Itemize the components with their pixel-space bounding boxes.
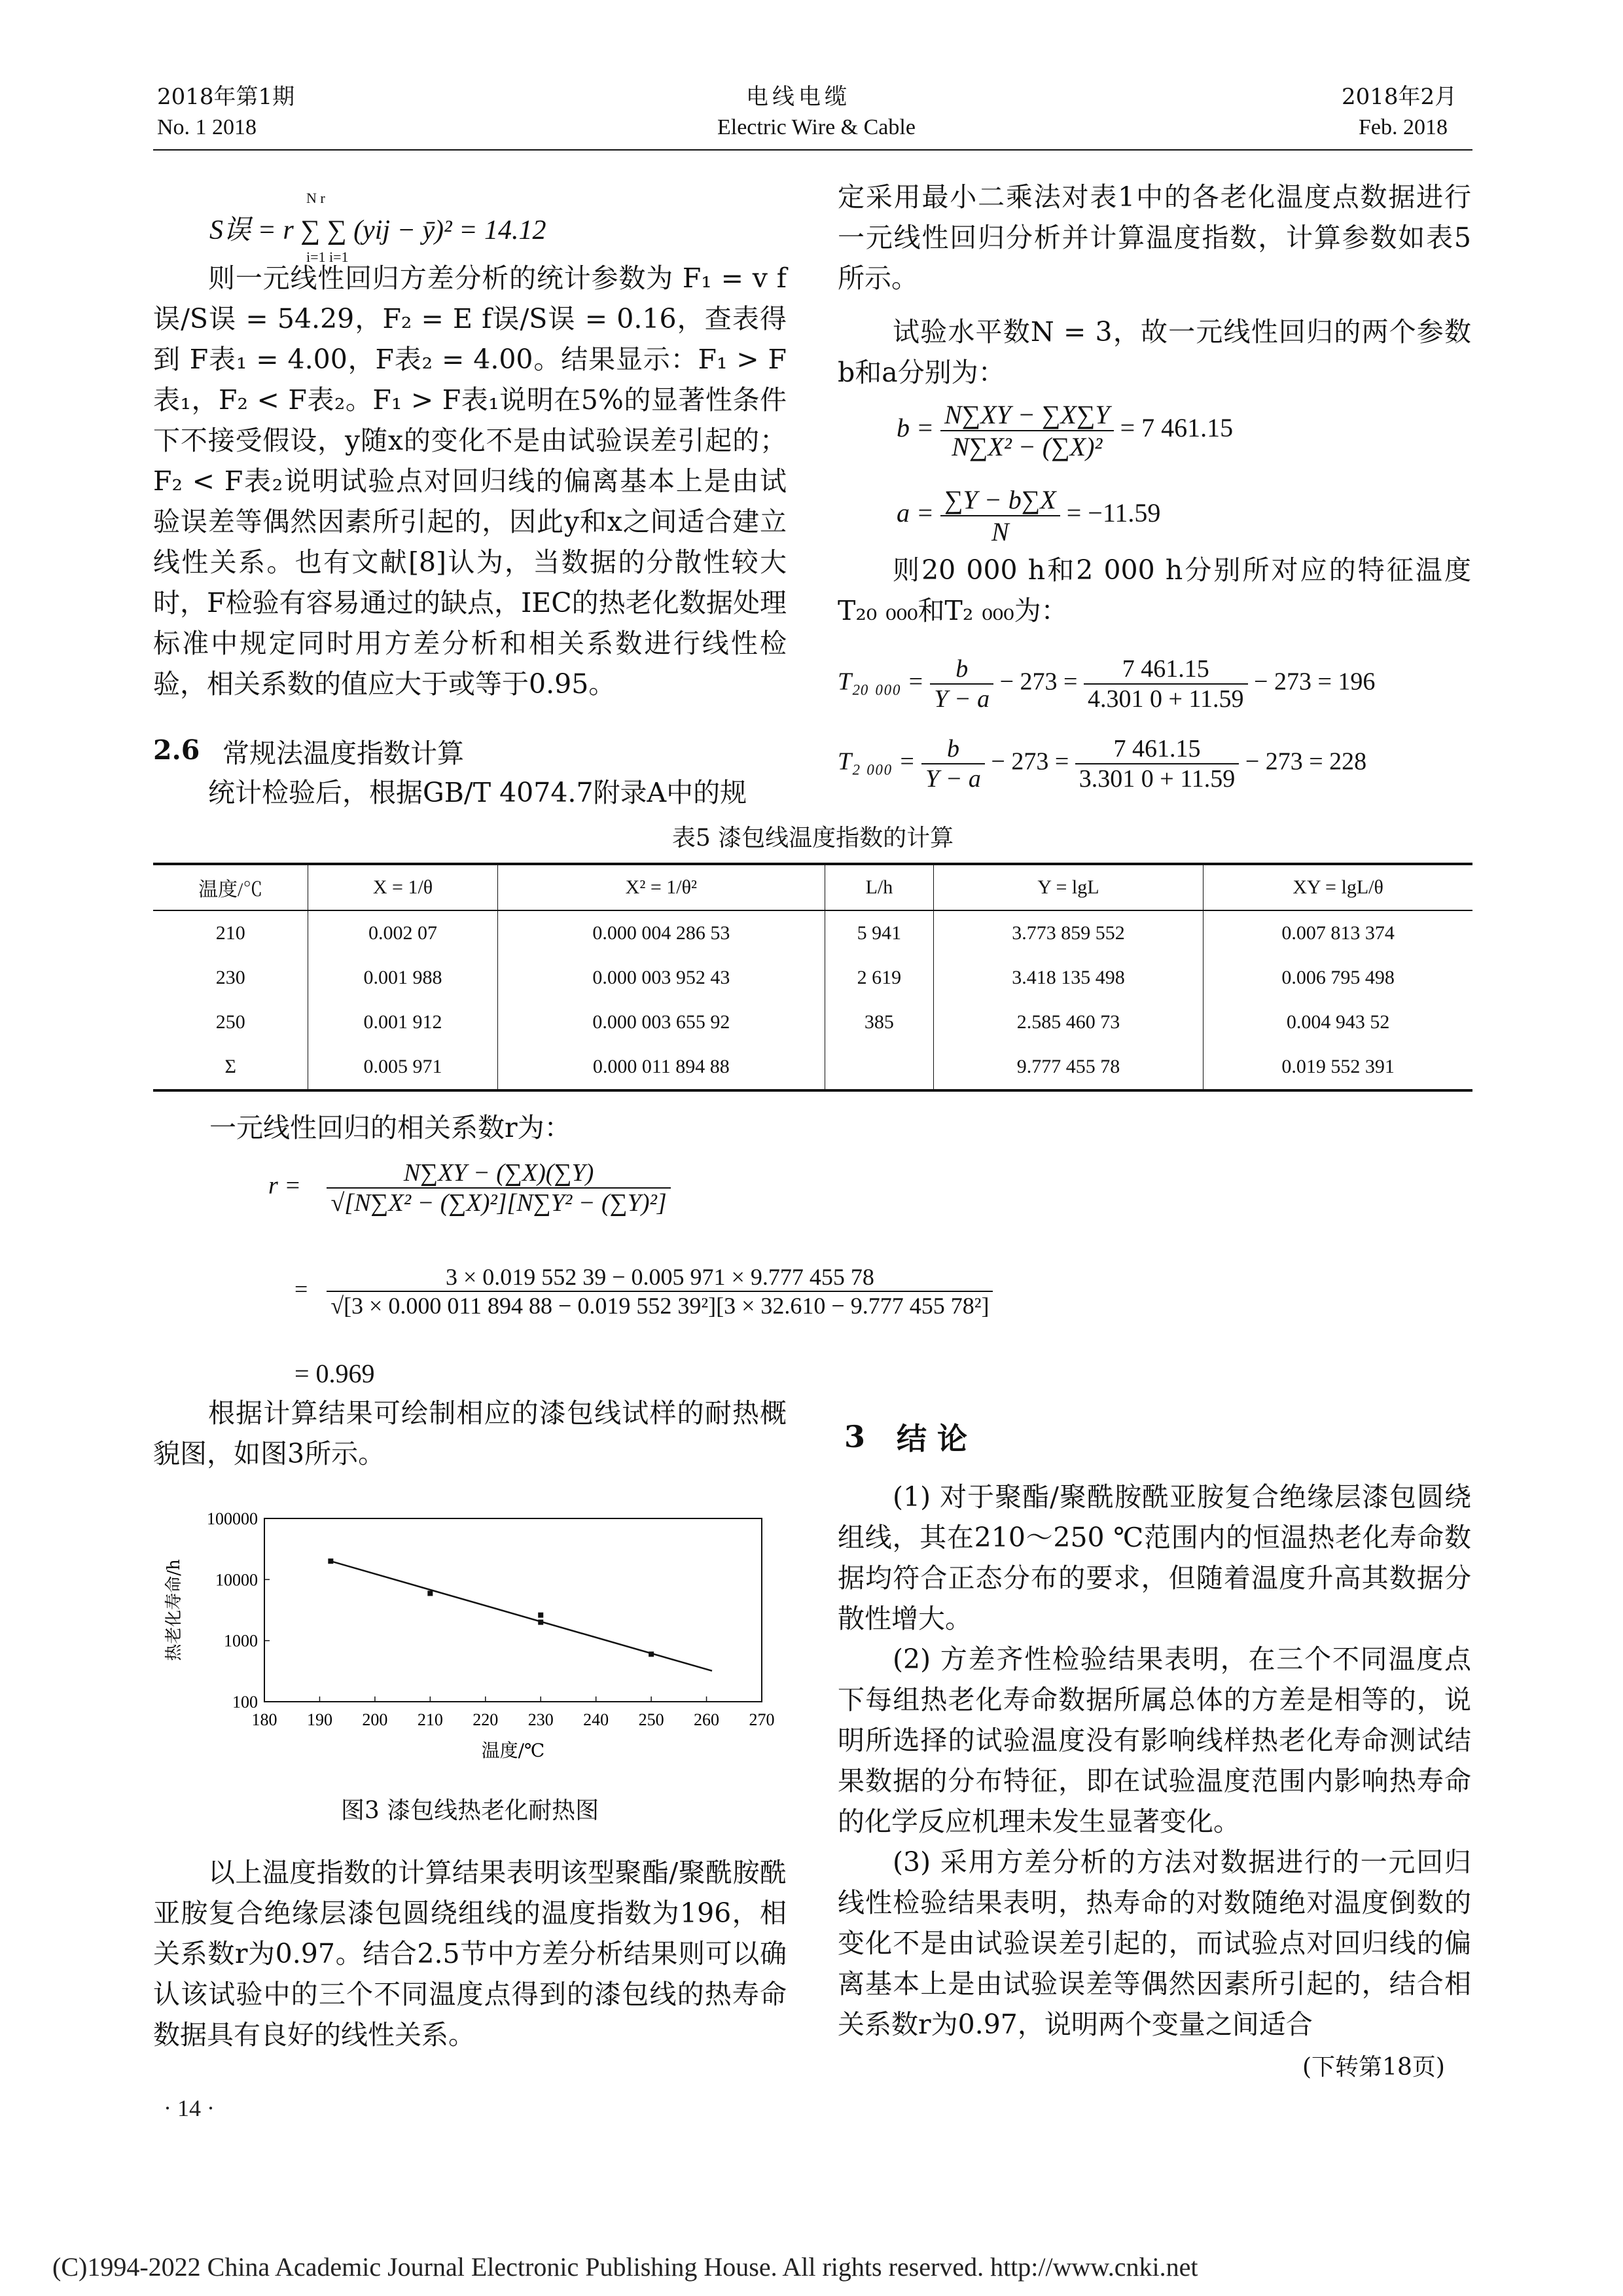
conclusion-item-3: (3) 采用方差分析的方法对数据进行的一元回归线性检验结果表明，热寿命的对数随绝对温度倒数的变化不是由试验误差引起的，而试验点对回归线的偏离基本上是由试验误差等偶然因素所引起的，结合相关系数r为0.97，说明两个变量之间适合 [838,1846,1471,2040]
journal-title-en: Electric Wire & Cable [717,115,916,139]
eq-a-lhs: a = [897,498,934,528]
regression-line [330,1561,712,1671]
eq-r [268,1158,671,1217]
y-tick-label: 1000 [224,1631,258,1651]
eq-t2000-frac2-den: 3.301 0 + 11.59 [1079,765,1236,793]
eq-t2000-mid: − 273 = [991,747,1069,776]
eq-t20000-lhs: T₂₀ ₀₀₀ = [838,668,924,696]
x-tick-label: 210 [417,1710,443,1729]
table-5 [153,863,1472,1092]
f-test-paragraph: 则一元线性回归方差分析的统计参数为 F₁ = v f误/S误 = 54.29，F₂ = E f误/S误 = 0.16，查表得到 F表₁ = 4.00，F表₂ = 4.00。结果显示：F₁ > F表₁，F₂ < F表₂。F₁ > F表₁说明在5%的显著性条件下不接受假设，y随x的变化不是由试验误差引起的；F₂ < F表₂说明试验点对回归线的偏离基本上是由试验误差等偶然因素所引起的，因此y和x之间适合建立线性关系。也有文献[8]认为，当数据的分散性较大时，F检验有容易通过的缺点，IEC的热老化数据处理标准中规定同时用方差分析和相关系数进行线性检验，相关系数的值应大于或等于0.95。 [153,262,787,700]
header-issue-en: No. 1 2018 [157,115,257,139]
eq-t20000-frac2-num: 7 461.15 [1084,655,1248,685]
regression-params-paragraph: 试验水平数N = 3，故一元线性回归的两个参数b和a分别为： [838,316,1471,388]
eq-t2000-frac1-num: b [921,734,985,764]
eq-r-substituted [294,1263,993,1319]
eq-t2000-frac2-num: 7 461.15 [1075,734,1240,764]
x-tick-label: 200 [362,1710,388,1729]
eq-t20000-frac1-num: b [930,655,993,685]
table-cell: 3.418 135 498 [933,956,1203,1000]
x-axis-label: 温度/℃ [481,1740,545,1761]
table-cell: 210 [215,922,245,944]
table-cell: 3.773 859 552 [933,910,1203,956]
continued-note: (下转第18页) [1302,2054,1445,2081]
eq-r-lhs: r = [268,1172,301,1200]
table-cell: 0.000 011 894 88 [497,1045,825,1090]
table-cell: 0.001 988 [308,956,497,1000]
data-point [649,1651,654,1657]
y-axis-label: 热老化寿命/h [164,1559,184,1661]
table-cell: 230 [215,967,245,988]
y-tick-label: 10000 [215,1570,258,1590]
eq-b-value: = 7 461.15 [1120,413,1234,443]
section-3-title: 结 论 [897,1421,968,1456]
table-header-cell: 温度/℃ [153,864,308,910]
table-cell: 0.006 795 498 [1204,956,1472,1000]
eq-t20000-value: − 273 = 196 [1254,668,1376,696]
eq-a [897,484,1160,547]
eq-a-numerator: ∑Y − b∑X [940,484,1060,516]
table-cell: 0.000 003 655 92 [497,1000,825,1045]
data-point [538,1620,543,1625]
table-row [153,956,1472,1000]
figure-3-caption: 图3 漆包线热老化耐热图 [340,1797,599,1824]
table-cell: 5 941 [825,910,934,956]
y-tick-label: 100 [232,1693,258,1712]
eq-a-value: = −11.59 [1066,498,1161,528]
eq-t20000 [838,655,1375,713]
table-cell: 2 619 [825,956,934,1000]
section-2-6-title: 常规法温度指数计算 [223,738,464,769]
eq-a-denominator: N [991,517,1009,547]
eq-r2-denominator: √[3 × 0.000 011 894 88 − 0.019 552 39²][3 × 32.610 − 9.777 455 78²] [330,1293,990,1319]
plot-frame [264,1518,762,1702]
eq-r2-numerator: 3 × 0.019 552 39 − 0.005 971 × 9.777 455 78 [327,1263,993,1292]
conclusion-item-2: (2) 方差齐性检验结果表明，在三个不同温度点下每组热老化寿命数据所属总体的方差是相等的，说明所选择的试验温度没有影响线样热老化寿命测试结果数据的分布特征，即在试验温度范围内影响热寿命的化学反应机理未发生显著变化。 [838,1643,1471,1837]
table-cell: 0.002 07 [308,910,497,956]
table-row-sum [153,1045,1472,1090]
table-header-cell: L/h [825,864,934,910]
table-5-caption: 表5 漆包线温度指数的计算 [671,825,954,852]
x-tick-label: 180 [251,1710,277,1729]
table-cell: 0.007 813 374 [1204,910,1472,956]
table-header-cell: X = 1/θ [308,864,497,910]
table-cell: 0.005 971 [308,1045,497,1090]
eq-t20000-frac2 [1084,655,1248,713]
x-tick-label: 220 [473,1710,499,1729]
eq-r-result: = 0.969 [294,1359,375,1388]
eq-a-fraction [940,484,1060,547]
eq-s-err-upper-limits: N r [306,190,325,206]
table-cell: 0.000 003 952 43 [497,956,825,1000]
copyright-footer: (C)1994-2022 China Academic Journal Electronic Publishing House. All rights reserved. http://www.cnki.net [52,2252,1198,2282]
stat-test-paragraph: 统计检验后，根据GB/T 4074.7附录A中的规 [208,777,747,808]
eq-t2000-frac1-den: Y − a [925,765,981,793]
table-row [153,1000,1472,1045]
eq-r2-fraction [327,1263,993,1319]
table-cell [825,1045,934,1090]
eq-t20000-frac1 [930,655,993,713]
eq-r-numerator: N∑XY − (∑X)(∑Y) [327,1158,670,1189]
fig-intro-paragraph: 根据计算结果可绘制相应的漆包线试样的耐热概貌图，如图3所示。 [153,1397,787,1469]
eq-t2000 [838,734,1366,793]
section-3-number: 3 [844,1419,866,1454]
eq-r-denominator: √[N∑X² − (∑X)²][N∑Y² − (∑Y)²] [330,1189,667,1217]
eq-t20000-frac2-den: 4.301 0 + 11.59 [1088,685,1244,713]
eq-t2000-value: − 273 = 228 [1245,747,1367,776]
x-tick-label: 250 [638,1710,664,1729]
section-2-6-number: 2.6 [153,734,200,766]
table-cell: 250 [215,1011,245,1033]
x-tick-label: 230 [527,1710,554,1729]
header-issue: 2018年第1期 [157,84,295,110]
table-cell: 385 [825,1000,934,1045]
corr-intro: 一元线性回归的相关系数r为： [209,1112,571,1143]
table-row [153,910,1472,956]
table-cell: 0.019 552 391 [1204,1045,1472,1090]
table-header-cell: XY = lgL/θ [1204,864,1472,910]
conclusion-item-1: (1) 对于聚酯/聚酰胺酰亚胺复合绝缘层漆包圆绕组线，其在210～250 ℃范围内的恒温热老化寿命数据均符合正态分布的要求，但随着温度升高其数据分散性增大。 [838,1481,1471,1634]
data-point [427,1590,433,1596]
eq-t20000-mid: − 273 = [999,668,1078,696]
y-tick-label: 100000 [207,1509,258,1528]
journal-title: 电线电缆 [746,84,851,110]
eq-t20000-frac1-den: Y − a [934,685,990,713]
x-tick-label: 270 [749,1710,775,1729]
least-squares-paragraph: 定采用最小二乘法对表1中的各老化温度点数据进行一元线性回归分析并计算温度指数，计算参数如表5所示。 [838,181,1471,294]
table-cell: 0.004 943 52 [1204,1000,1472,1045]
x-tick-label: 240 [583,1710,609,1729]
table-cell: 0.001 912 [308,1000,497,1045]
eq-t2000-frac1 [921,734,985,793]
eq-t2000-frac2 [1075,734,1240,793]
header-date: 2018年2月 [1342,84,1457,110]
eq-r-fraction [327,1158,670,1217]
eq-b-numerator: N∑XY − ∑X∑Y [940,399,1114,431]
table-cell: Σ [153,1045,308,1090]
eq-r2-lhs: = [294,1276,308,1302]
table-cell: 2.585 460 73 [933,1000,1203,1045]
x-tick-label: 260 [694,1710,720,1729]
data-point [328,1558,333,1564]
eq-b-fraction [940,399,1114,462]
table-header-cell: X² = 1/θ² [497,864,825,910]
table-cell: 9.777 455 78 [933,1045,1203,1090]
header-rule [153,149,1472,151]
eq-b-lhs: b = [897,413,934,443]
table-header-cell: Y = lgL [933,864,1203,910]
eq-s-err: S误 = r ∑ ∑ (yij − ȳ)² = 14.12 [209,215,546,245]
char-temp-paragraph: 则20 000 h和2 000 h分别所对应的特征温度T₂₀ ₀₀₀和T₂ ₀₀₀为： [838,554,1471,626]
eq-b [897,399,1233,462]
table-cell: 0.000 004 286 53 [497,910,825,956]
header-date-en: Feb. 2018 [1359,115,1448,139]
conclusion-temp-index-paragraph: 以上温度指数的计算结果表明该型聚酯/聚酰胺酰亚胺复合绝缘层漆包圆绕组线的温度指数为196，相关系数r为0.97。结合2.5节中方差分析结果则可以确认该试验中的三个不同温度点得到的漆包线的热寿命数据具有良好的线性关系。 [153,1857,787,2051]
x-tick-label: 190 [306,1710,332,1729]
eq-s-err-lower-limits: i=1 i=1 [306,249,349,265]
page-number: · 14 · [164,2095,215,2121]
eq-b-denominator: N∑X² − (∑X)² [952,432,1103,461]
data-point [538,1613,543,1618]
figure-3-chart [153,1499,787,1787]
eq-t2000-lhs: T₂ ₀₀₀ = [838,747,916,776]
